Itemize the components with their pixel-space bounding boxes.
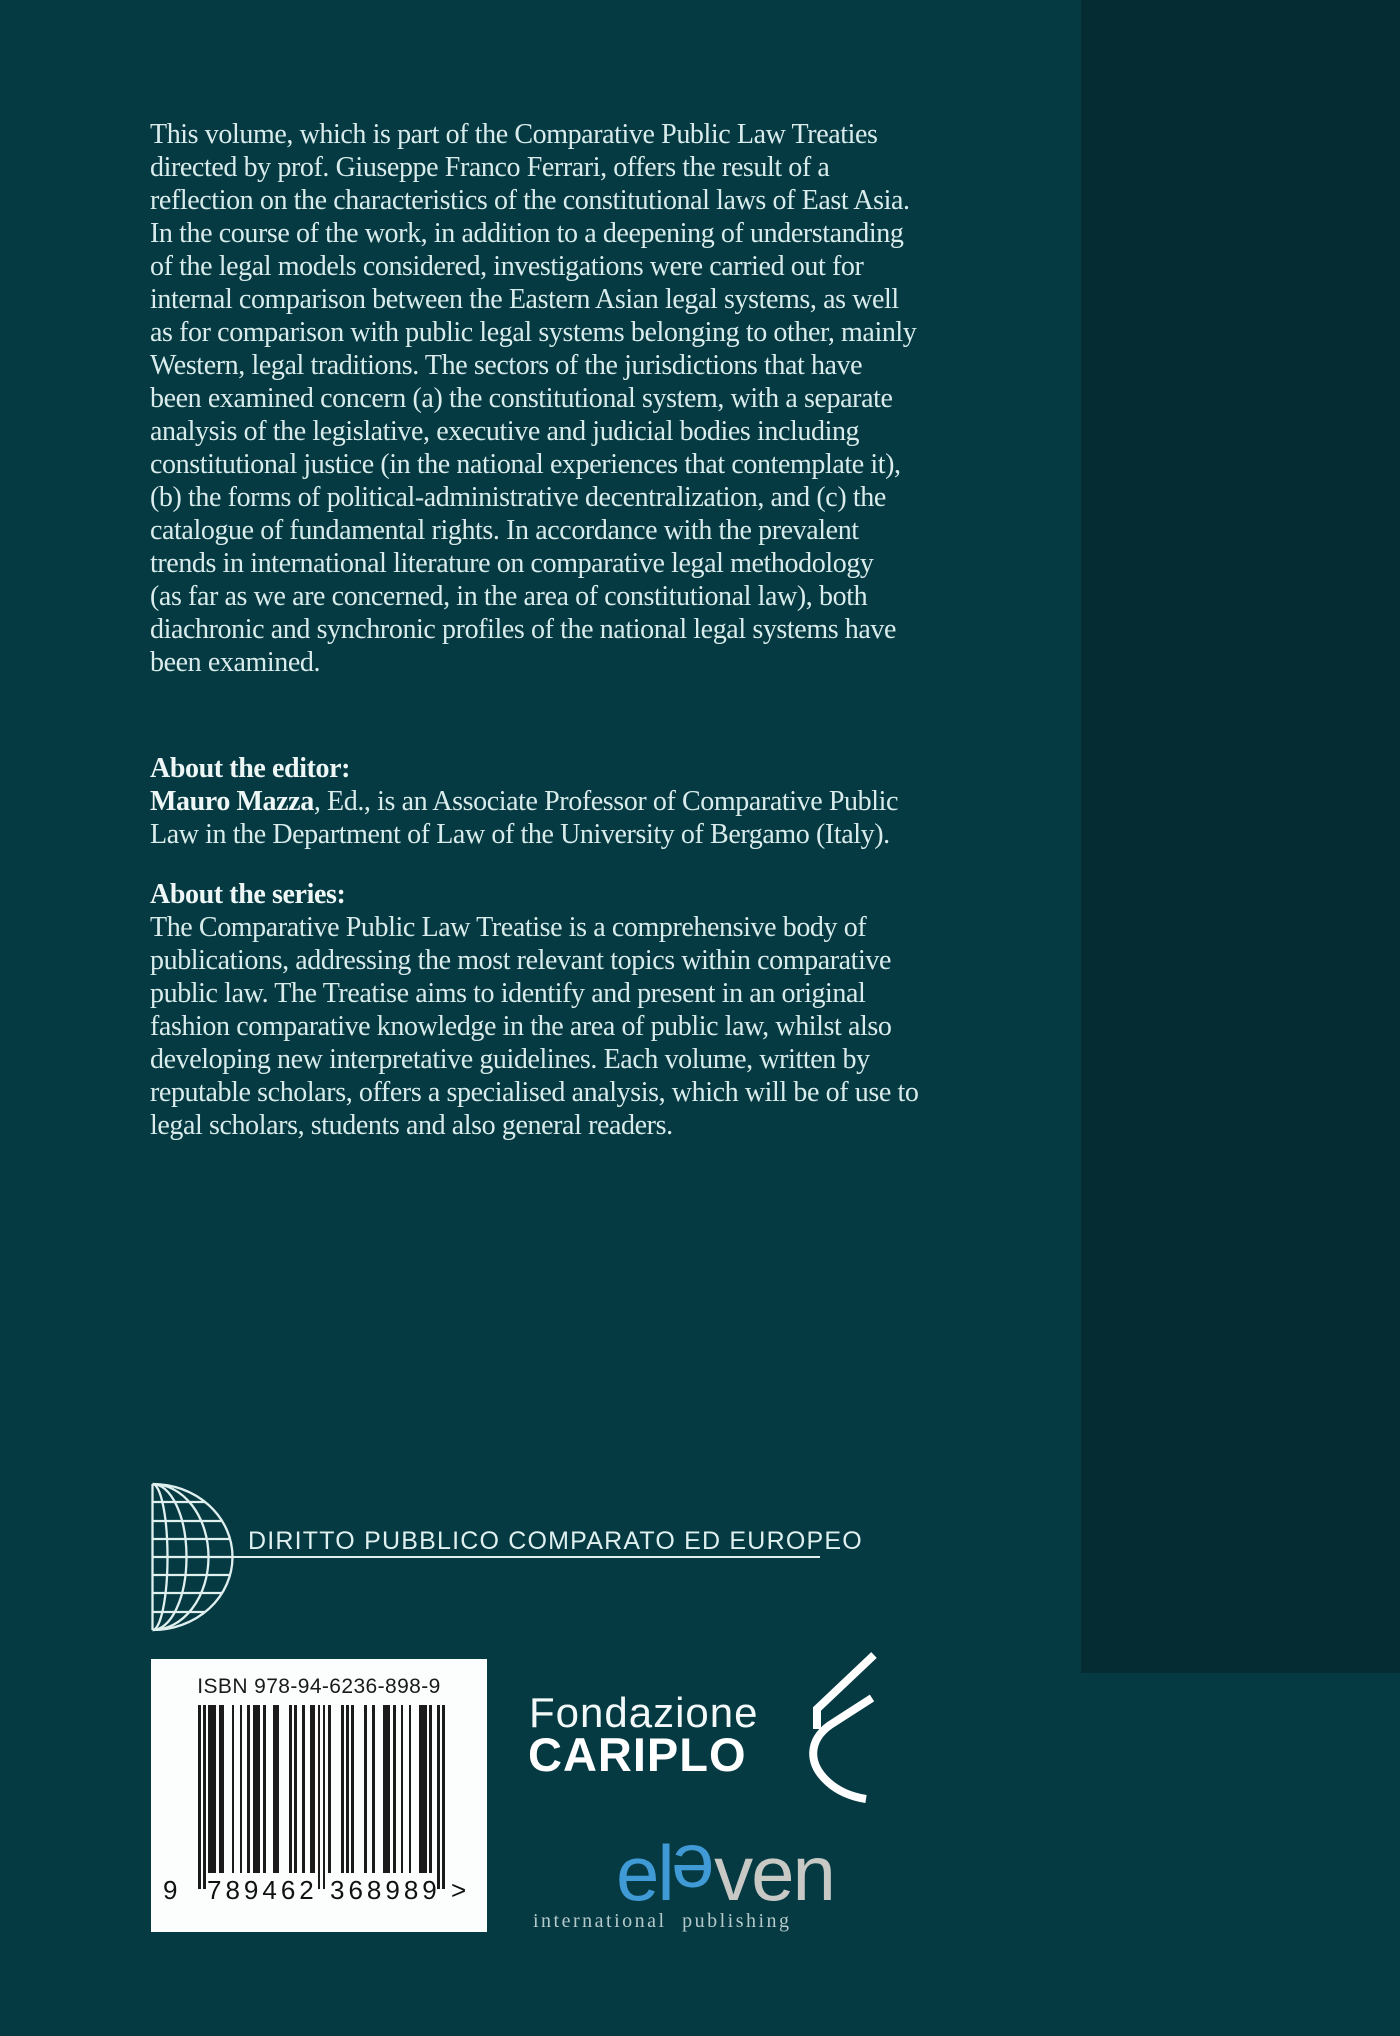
- text-line: constitutional justice (in the national experiences that contemplate it),: [150, 449, 901, 480]
- barcode-bar: [351, 1705, 354, 1873]
- editor-name: Mauro Mazza: [150, 786, 314, 817]
- barcode-bar: [401, 1705, 404, 1873]
- cariplo-label: CARIPLO: [528, 1728, 747, 1781]
- barcode-bar: [429, 1705, 432, 1873]
- editor-line-rest: , Ed., is an Associate Professor of Comparative Public: [313, 786, 898, 817]
- text-line: reflection on the characteristics of the constitutional laws of East Asia.: [150, 185, 910, 216]
- text-line: trends in international literature on comparative legal methodology: [150, 548, 874, 579]
- barcode-bar: [302, 1705, 305, 1873]
- text-line: as for comparison with public legal systems belonging to other, mainly: [150, 317, 917, 348]
- cariplo-mark-icon: [806, 1651, 878, 1803]
- text-line: been examined concern (a) the constitutional system, with a separate: [150, 383, 893, 414]
- blurb-paragraph: [150, 118, 1090, 679]
- barcode-bar: [442, 1705, 445, 1889]
- series-title: DIRITTO PUBBLICO COMPARATO ED EUROPEO: [248, 1527, 863, 1555]
- text-line: public law. The Treatise aims to identify and present in an original: [150, 978, 866, 1009]
- barcode-bar: [341, 1705, 344, 1873]
- barcode-bar: [232, 1705, 235, 1873]
- text-line: reputable scholars, offers a specialised analysis, which will be of use to: [150, 1077, 919, 1108]
- barcode-bar: [419, 1705, 427, 1873]
- globe-icon: [150, 1481, 234, 1633]
- barcode-bar: [240, 1705, 243, 1873]
- about-editor-section: [150, 752, 1090, 851]
- barcode-digit-group1: 789462: [207, 1875, 318, 1905]
- isbn-label: ISBN 978-94-6236-898-9: [197, 1675, 441, 1698]
- barcode-bar: [247, 1705, 250, 1873]
- text-line: The Comparative Public Law Treatise is a comprehensive body of: [150, 912, 867, 943]
- about-editor-heading: About the editor:: [150, 753, 351, 784]
- about-series-section: [150, 878, 1090, 1142]
- barcode-bar: [198, 1705, 201, 1889]
- text-line: (as far as we are concerned, in the area of constitutional law), both: [150, 581, 868, 612]
- barcode-bar: [323, 1705, 326, 1889]
- barcode-bar: [219, 1705, 224, 1873]
- barcode-bar: [409, 1705, 412, 1873]
- barcode-bar: [294, 1705, 297, 1873]
- text-line: been examined.: [150, 647, 321, 678]
- ean-barcode: [198, 1705, 445, 1889]
- text-line: Western, legal traditions. The sectors of the jurisdictions that have: [150, 350, 863, 381]
- editor-line: Law in the Department of Law of the University of Bergamo (Italy).: [150, 819, 890, 850]
- barcode-bar: [310, 1705, 315, 1873]
- eleven-tagline: international publishing: [533, 1910, 792, 1932]
- text-line: fashion comparative knowledge in the area of public law, whilst also: [150, 1011, 892, 1042]
- barcode-bar: [346, 1705, 349, 1873]
- barcode-bar: [289, 1705, 292, 1873]
- text-line: directed by prof. Giuseppe Franco Ferrari, offers the result of a: [150, 152, 830, 183]
- text-line: legal scholars, students and also general readers.: [150, 1110, 673, 1141]
- text-line: analysis of the legislative, executive and judicial bodies including: [150, 416, 860, 447]
- barcode-bar: [393, 1705, 396, 1873]
- series-paragraph: [150, 911, 1090, 1142]
- eleven-part2: ven: [714, 1829, 834, 1917]
- text-line: internal comparison between the Eastern Asian legal systems, as well: [150, 284, 899, 315]
- fondazione-label: Fondazione: [529, 1689, 759, 1736]
- text-line: publications, addressing the most relevant topics within comparative: [150, 945, 892, 976]
- text-line: (b) the forms of political-administrative decentralization, and (c) the: [150, 482, 886, 513]
- eleven-part1: el: [616, 1829, 673, 1917]
- text-line: This volume, which is part of the Comparative Public Law Treaties: [150, 119, 878, 150]
- barcode-bar: [208, 1705, 216, 1873]
- barcode-bar: [364, 1705, 367, 1873]
- about-series-heading: About the series:: [150, 879, 346, 910]
- barcode-digit-lead: 9: [163, 1875, 178, 1905]
- barcode-bar: [273, 1705, 278, 1873]
- right-dark-panel: [1081, 0, 1400, 1673]
- text-line: diachronic and synchronic profiles of the national legal systems have: [150, 614, 897, 645]
- editor-line: [150, 785, 1090, 818]
- barcode-bar: [263, 1705, 266, 1873]
- barcode-bar: [253, 1705, 261, 1873]
- barcode-bar: [318, 1705, 321, 1889]
- barcode-bar: [203, 1705, 206, 1889]
- barcode-bar: [437, 1705, 440, 1889]
- text-line: developing new interpretative guidelines. Each volume, written by: [150, 1044, 870, 1075]
- barcode-bar: [328, 1705, 331, 1873]
- barcode-bar: [372, 1705, 375, 1873]
- eleven-wordmark: [616, 1829, 834, 1917]
- text-line: In the course of the work, in addition to a deepening of understanding: [150, 218, 904, 249]
- eleven-mirrored-e: e: [672, 1829, 715, 1917]
- barcode-digit-trail: >: [451, 1875, 467, 1905]
- text-line: of the legal models considered, investigations were carried out for: [150, 251, 864, 282]
- text-line: catalogue of fundamental rights. In accordance with the prevalent: [150, 515, 859, 546]
- isbn-box: [151, 1659, 487, 1932]
- series-underline: [152, 1556, 820, 1558]
- barcode-digit-group2: 368989: [330, 1875, 441, 1905]
- barcode-bar: [383, 1705, 391, 1873]
